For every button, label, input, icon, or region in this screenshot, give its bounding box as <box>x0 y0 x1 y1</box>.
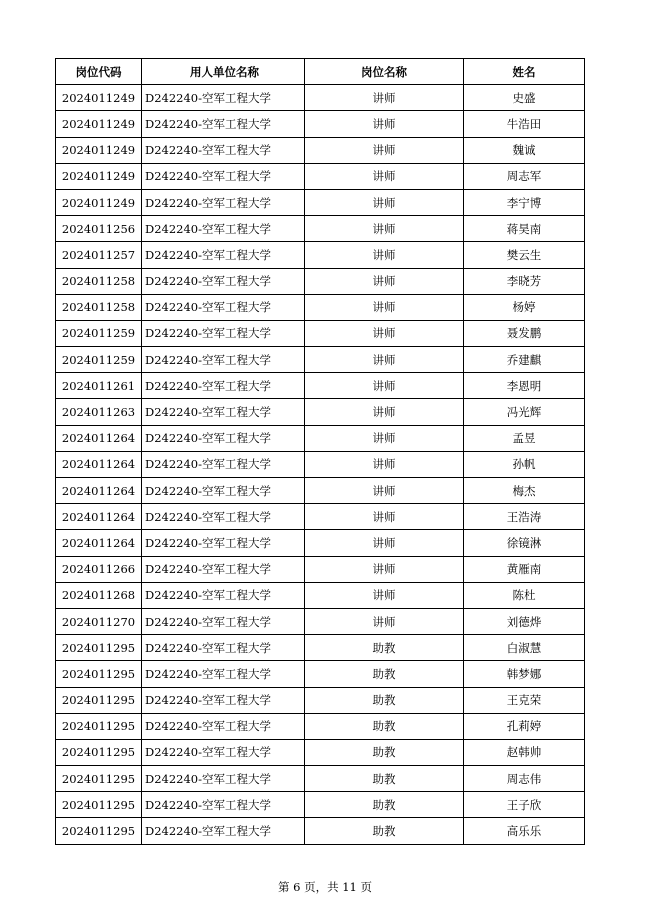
cell-position-code: 2024011249 <box>56 137 142 163</box>
cell-person-name: 赵韩帅 <box>464 739 585 765</box>
table-row <box>56 478 585 504</box>
table-row <box>56 530 585 556</box>
cell-position-name: 讲师 <box>305 294 464 320</box>
page-footer: 第 6 页，共 11 页 <box>277 880 373 894</box>
cell-employer-name: D242240-空军工程大学 <box>142 268 305 294</box>
cell-position-code: 2024011295 <box>56 792 142 818</box>
cell-person-name: 梅杰 <box>464 478 585 504</box>
cell-position-name: 讲师 <box>305 582 464 608</box>
cell-position-code: 2024011264 <box>56 451 142 477</box>
cell-employer-name: D242240-空军工程大学 <box>142 739 305 765</box>
cell-position-code: 2024011258 <box>56 268 142 294</box>
cell-employer-name: D242240-空军工程大学 <box>142 111 305 137</box>
table-row <box>56 635 585 661</box>
cell-person-name: 樊云生 <box>464 242 585 268</box>
cell-position-name: 助教 <box>305 687 464 713</box>
cell-employer-name: D242240-空军工程大学 <box>142 661 305 687</box>
table-body <box>56 85 585 844</box>
table-row <box>56 294 585 320</box>
cell-position-name: 讲师 <box>305 347 464 373</box>
header-position-code: 岗位代码 <box>56 59 142 85</box>
cell-position-code: 2024011259 <box>56 320 142 346</box>
cell-position-code: 2024011264 <box>56 478 142 504</box>
cell-position-name: 助教 <box>305 713 464 739</box>
cell-position-name: 助教 <box>305 635 464 661</box>
table-row <box>56 216 585 242</box>
cell-employer-name: D242240-空军工程大学 <box>142 347 305 373</box>
table-row <box>56 347 585 373</box>
table-row <box>56 451 585 477</box>
cell-employer-name: D242240-空军工程大学 <box>142 687 305 713</box>
cell-position-name: 讲师 <box>305 373 464 399</box>
cell-position-code: 2024011295 <box>56 635 142 661</box>
cell-position-code: 2024011295 <box>56 687 142 713</box>
cell-employer-name: D242240-空军工程大学 <box>142 478 305 504</box>
cell-position-code: 2024011264 <box>56 504 142 530</box>
cell-position-name: 讲师 <box>305 268 464 294</box>
table-row <box>56 766 585 792</box>
cell-position-name: 讲师 <box>305 425 464 451</box>
cell-employer-name: D242240-空军工程大学 <box>142 582 305 608</box>
cell-position-code: 2024011258 <box>56 294 142 320</box>
cell-position-code: 2024011249 <box>56 189 142 215</box>
cell-employer-name: D242240-空军工程大学 <box>142 189 305 215</box>
table-row <box>56 85 585 111</box>
cell-position-name: 助教 <box>305 739 464 765</box>
cell-position-code: 2024011295 <box>56 661 142 687</box>
cell-position-name: 讲师 <box>305 163 464 189</box>
cell-position-name: 讲师 <box>305 320 464 346</box>
cell-person-name: 牛浩田 <box>464 111 585 137</box>
cell-employer-name: D242240-空军工程大学 <box>142 530 305 556</box>
table-row <box>56 137 585 163</box>
cell-position-code: 2024011295 <box>56 766 142 792</box>
table-row <box>56 242 585 268</box>
cell-employer-name: D242240-空军工程大学 <box>142 451 305 477</box>
cell-position-name: 讲师 <box>305 530 464 556</box>
cell-position-name: 讲师 <box>305 137 464 163</box>
cell-person-name: 黄雁南 <box>464 556 585 582</box>
table-row <box>56 399 585 425</box>
cell-employer-name: D242240-空军工程大学 <box>142 766 305 792</box>
cell-person-name: 李恩明 <box>464 373 585 399</box>
cell-position-code: 2024011259 <box>56 347 142 373</box>
cell-person-name: 史盛 <box>464 85 585 111</box>
cell-position-name: 讲师 <box>305 242 464 268</box>
table-header-row <box>56 59 585 85</box>
cell-employer-name: D242240-空军工程大学 <box>142 216 305 242</box>
cell-person-name: 孙帆 <box>464 451 585 477</box>
cell-employer-name: D242240-空军工程大学 <box>142 242 305 268</box>
cell-position-name: 讲师 <box>305 451 464 477</box>
cell-position-code: 2024011264 <box>56 425 142 451</box>
cell-person-name: 乔建麒 <box>464 347 585 373</box>
cell-person-name: 刘德烨 <box>464 608 585 634</box>
cell-position-name: 讲师 <box>305 399 464 425</box>
table-row <box>56 425 585 451</box>
cell-employer-name: D242240-空军工程大学 <box>142 399 305 425</box>
cell-employer-name: D242240-空军工程大学 <box>142 163 305 189</box>
cell-position-name: 助教 <box>305 818 464 844</box>
table-row <box>56 373 585 399</box>
table-row <box>56 163 585 189</box>
table-row <box>56 792 585 818</box>
cell-position-name: 助教 <box>305 766 464 792</box>
cell-person-name: 杨婷 <box>464 294 585 320</box>
header-position-name: 岗位名称 <box>305 59 464 85</box>
cell-person-name: 李晓芳 <box>464 268 585 294</box>
table-row <box>56 818 585 844</box>
table-row <box>56 320 585 346</box>
table-row <box>56 556 585 582</box>
cell-person-name: 孟昱 <box>464 425 585 451</box>
cell-position-code: 2024011249 <box>56 111 142 137</box>
table-row <box>56 713 585 739</box>
table-row <box>56 504 585 530</box>
cell-person-name: 李宁博 <box>464 189 585 215</box>
cell-position-code: 2024011263 <box>56 399 142 425</box>
cell-person-name: 徐镜淋 <box>464 530 585 556</box>
cell-position-name: 讲师 <box>305 478 464 504</box>
cell-person-name: 蒋昊南 <box>464 216 585 242</box>
cell-position-code: 2024011295 <box>56 739 142 765</box>
cell-position-name: 讲师 <box>305 608 464 634</box>
cell-person-name: 王子欣 <box>464 792 585 818</box>
roster-table <box>55 58 585 845</box>
cell-position-code: 2024011295 <box>56 818 142 844</box>
cell-employer-name: D242240-空军工程大学 <box>142 85 305 111</box>
header-person-name: 姓名 <box>464 59 585 85</box>
table-row <box>56 608 585 634</box>
cell-person-name: 周志军 <box>464 163 585 189</box>
cell-employer-name: D242240-空军工程大学 <box>142 294 305 320</box>
cell-employer-name: D242240-空军工程大学 <box>142 792 305 818</box>
table-row <box>56 111 585 137</box>
table-row <box>56 739 585 765</box>
cell-position-code: 2024011256 <box>56 216 142 242</box>
cell-person-name: 白淑慧 <box>464 635 585 661</box>
cell-position-code: 2024011295 <box>56 713 142 739</box>
cell-person-name: 周志伟 <box>464 766 585 792</box>
cell-employer-name: D242240-空军工程大学 <box>142 320 305 346</box>
cell-position-name: 讲师 <box>305 189 464 215</box>
cell-position-code: 2024011266 <box>56 556 142 582</box>
table-row <box>56 189 585 215</box>
table-row <box>56 687 585 713</box>
cell-position-name: 讲师 <box>305 111 464 137</box>
cell-person-name: 聂发鹏 <box>464 320 585 346</box>
cell-position-code: 2024011261 <box>56 373 142 399</box>
cell-position-name: 助教 <box>305 792 464 818</box>
cell-position-code: 2024011257 <box>56 242 142 268</box>
cell-employer-name: D242240-空军工程大学 <box>142 504 305 530</box>
cell-position-code: 2024011268 <box>56 582 142 608</box>
cell-person-name: 陈杜 <box>464 582 585 608</box>
cell-employer-name: D242240-空军工程大学 <box>142 818 305 844</box>
cell-position-name: 讲师 <box>305 504 464 530</box>
header-employer-name: 用人单位名称 <box>142 59 305 85</box>
table-row <box>56 268 585 294</box>
cell-person-name: 王克荣 <box>464 687 585 713</box>
cell-position-name: 讲师 <box>305 556 464 582</box>
cell-person-name: 王浩涛 <box>464 504 585 530</box>
cell-employer-name: D242240-空军工程大学 <box>142 608 305 634</box>
cell-position-code: 2024011249 <box>56 163 142 189</box>
cell-employer-name: D242240-空军工程大学 <box>142 373 305 399</box>
cell-employer-name: D242240-空军工程大学 <box>142 713 305 739</box>
cell-position-name: 讲师 <box>305 216 464 242</box>
cell-position-code: 2024011249 <box>56 85 142 111</box>
cell-employer-name: D242240-空军工程大学 <box>142 137 305 163</box>
cell-employer-name: D242240-空军工程大学 <box>142 425 305 451</box>
cell-employer-name: D242240-空军工程大学 <box>142 635 305 661</box>
cell-employer-name: D242240-空军工程大学 <box>142 556 305 582</box>
cell-position-code: 2024011264 <box>56 530 142 556</box>
cell-person-name: 孔莉婷 <box>464 713 585 739</box>
table-row <box>56 582 585 608</box>
table-row <box>56 661 585 687</box>
cell-person-name: 高乐乐 <box>464 818 585 844</box>
cell-position-name: 助教 <box>305 661 464 687</box>
cell-position-code: 2024011270 <box>56 608 142 634</box>
cell-position-name: 讲师 <box>305 85 464 111</box>
cell-person-name: 冯光辉 <box>464 399 585 425</box>
cell-person-name: 魏诚 <box>464 137 585 163</box>
cell-person-name: 韩梦娜 <box>464 661 585 687</box>
